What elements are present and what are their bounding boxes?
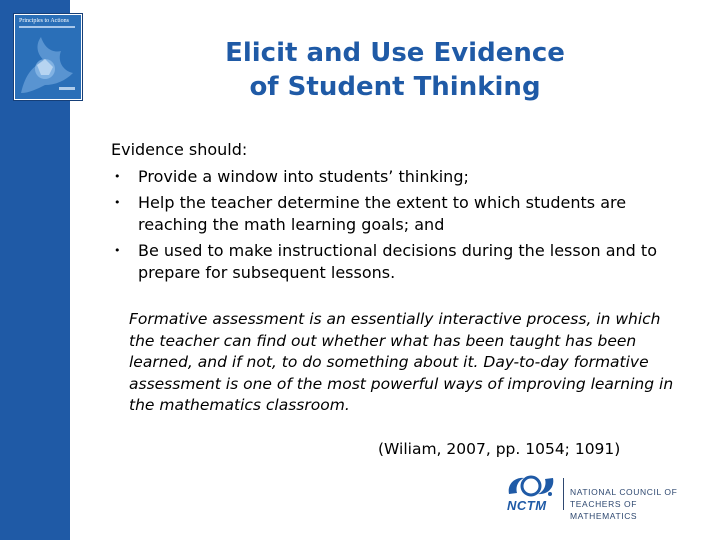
bullet-text: Provide a window into students’ thinking; [138, 167, 469, 186]
nctm-name-line-2: TEACHERS OF MATHEMATICS [570, 499, 638, 521]
formative-assessment-quote: Formative assessment is an essentially interactive process, in which the teacher can find out whether what has been taught has been learned, and if not, to do something about it. Day-to-day formative assessment is one of the most powerful ways of improving learning in the mathematics classroom. [129, 310, 674, 414]
book-cover-image [14, 14, 82, 100]
nctm-logo-icon [505, 474, 557, 500]
slide-title-line-2: of Student Thinking [249, 72, 541, 102]
nctm-logo [505, 470, 705, 520]
bullet-text: Be used to make instructional decisions during the lesson and to prepare for subsequent lessons. [138, 241, 657, 282]
bullet-item [111, 240, 691, 284]
slide-title [150, 36, 640, 104]
nctm-acronym: NCTM [507, 498, 547, 513]
bullet-item [111, 192, 691, 236]
bullet-item [111, 166, 691, 188]
quote-citation: (Wiliam, 2007, pp. 1054; 1091) [378, 440, 621, 458]
evidence-bullet-list [111, 166, 691, 284]
bullet-text: Help the teacher determine the extent to which students are reaching the math learning goals; and [138, 193, 627, 234]
nctm-full-name [570, 486, 705, 522]
book-cover-art [15, 15, 81, 99]
evidence-lead-text: Evidence should: [111, 140, 248, 159]
bullet-icon: • [114, 196, 121, 209]
bullet-icon: • [114, 244, 121, 257]
book-cover-title: Principles to Actions [19, 18, 69, 24]
logo-divider [563, 478, 564, 510]
slide-title-line-1: Elicit and Use Evidence [225, 38, 565, 68]
nctm-name-line-1: NATIONAL COUNCIL OF [570, 487, 678, 497]
bullet-icon: • [114, 170, 121, 183]
